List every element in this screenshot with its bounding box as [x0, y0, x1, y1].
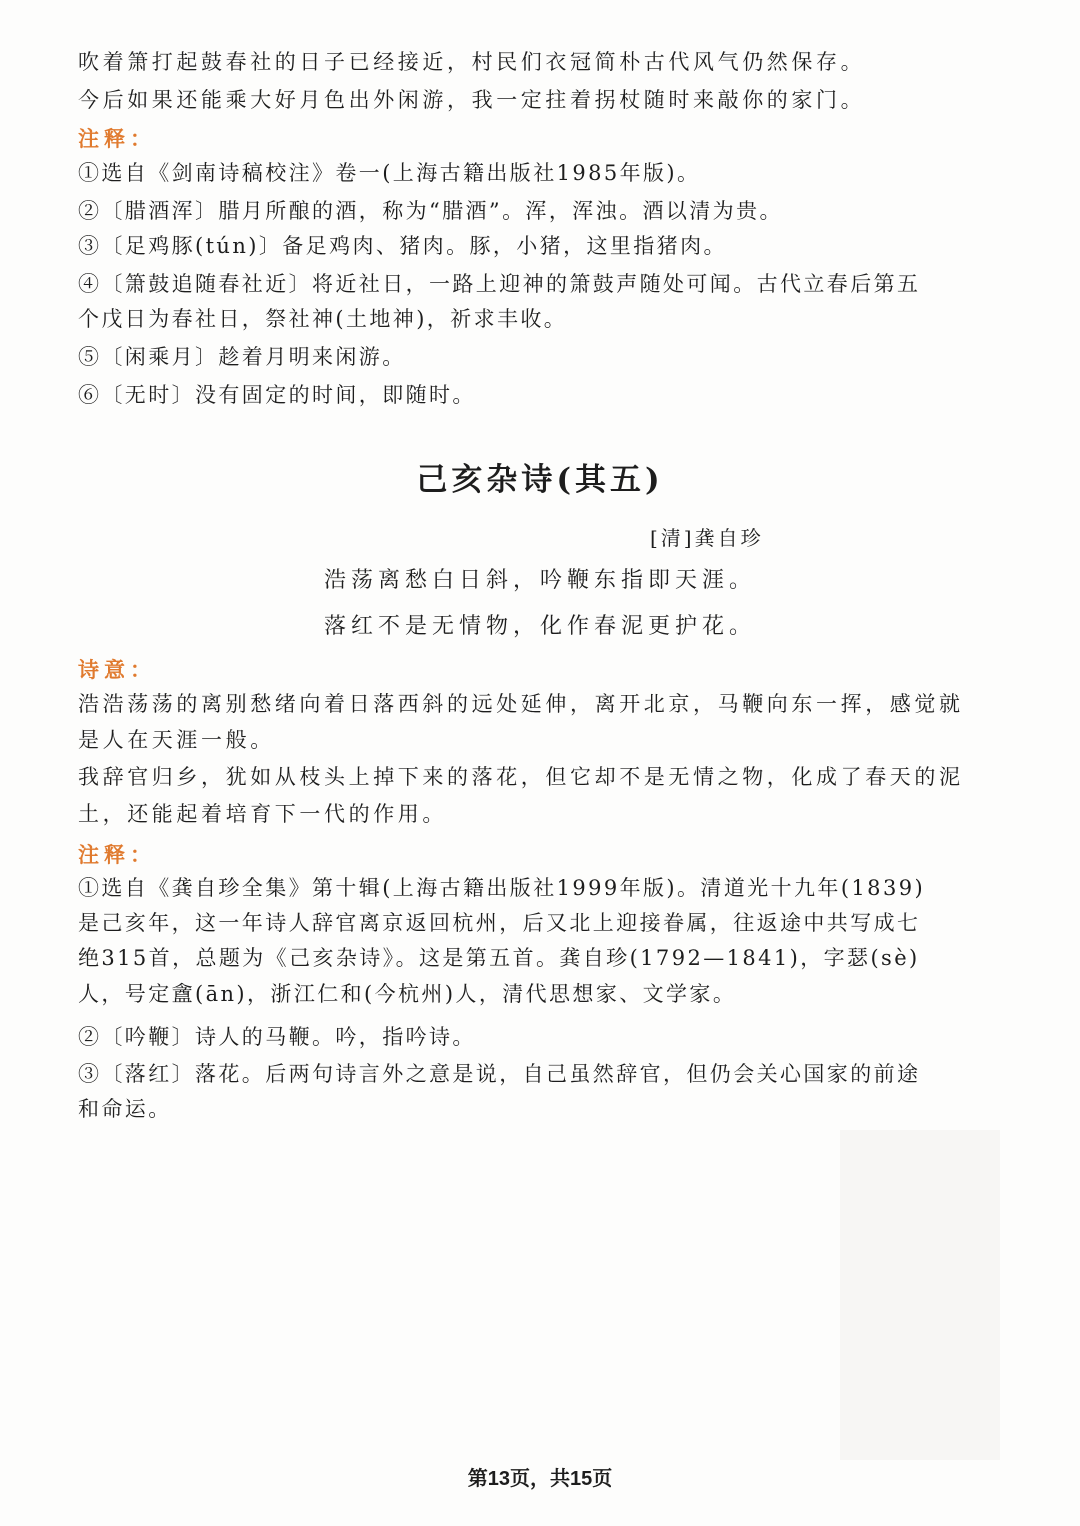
note-item: ⑥〔无时〕没有固定的时间，即随时。 — [78, 383, 476, 407]
note-item: ③〔落红〕落花。后两句诗言外之意是说，自己虽然辞官，但仍会关心国家的前途 — [78, 1062, 921, 1086]
note-item: 是己亥年，这一年诗人辞官离京返回杭州，后又北上迎接眷属，往返途中共写成七 — [78, 911, 921, 935]
note-item: ⑤〔闲乘月〕趁着月明来闲游。 — [78, 345, 406, 369]
translation-line: 吹着箫打起鼓春社的日子已经接近，村民们衣冠简朴古代风气仍然保存。 — [78, 50, 866, 74]
translation-line: 今后如果还能乘大好月色出外闲游，我一定拄着拐杖随时来敲你的家门。 — [78, 88, 866, 112]
background-shade — [840, 1130, 1000, 1460]
meaning-heading: 诗意： — [78, 657, 156, 682]
meaning-line: 土，还能起着培育下一代的作用。 — [78, 802, 447, 826]
note-item: ②〔腊酒浑〕腊月所酿的酒，称为“腊酒”。浑，浑浊。酒以清为贵。 — [78, 199, 783, 223]
note-item: ④〔箫鼓追随春社近〕将近社日，一路上迎神的箫鼓声随处可闻。古代立春后第五 — [78, 272, 921, 296]
note-item: 和命运。 — [78, 1097, 172, 1121]
meaning-line: 浩浩荡荡的离别愁绪向着日落西斜的远处延伸，离开北京，马鞭向东一挥，感觉就 — [78, 692, 964, 716]
notes-heading: 注释： — [78, 842, 156, 867]
note-item: ①选自《龚自珍全集》第十辑(上海古籍出版社1999年版)。清道光十九年(1839) — [78, 876, 926, 900]
poem-verse: 浩荡离愁白日斜，吟鞭东指即天涯。 — [323, 568, 756, 593]
note-item: ③〔足鸡豚(tún)〕备足鸡肉、猪肉。豚，小猪，这里指猪肉。 — [78, 234, 727, 258]
meaning-line: 是人在天涯一般。 — [78, 728, 275, 752]
note-item: 个戊日为春社日，祭社神(土地神)，祈求丰收。 — [78, 307, 568, 331]
note-item: ①选自《剑南诗稿校注》卷一(上海古籍出版社1985年版)。 — [78, 161, 701, 185]
page-number: 第13页，共15页 — [467, 1468, 613, 1490]
note-item: ②〔吟鞭〕诗人的马鞭。吟，指吟诗。 — [78, 1025, 476, 1049]
notes-heading: 注释： — [78, 126, 156, 151]
note-item: 绝315首，总题为《己亥杂诗》。这是第五首。龚自珍(1792—1841)，字瑟(sè) — [78, 946, 920, 970]
meaning-line: 我辞官归乡，犹如从枝头上掉下来的落花，但它却不是无情之物，化成了春天的泥 — [78, 765, 964, 789]
poem-verse: 落红不是无情物，化作春泥更护花。 — [323, 614, 756, 639]
note-item: 人，号定盦(ān)，浙江仁和(今杭州)人，清代思想家、文学家。 — [78, 982, 737, 1006]
poem-title: 己亥杂诗(其五) — [416, 462, 664, 498]
poem-author: [清]龚自珍 — [650, 526, 764, 550]
